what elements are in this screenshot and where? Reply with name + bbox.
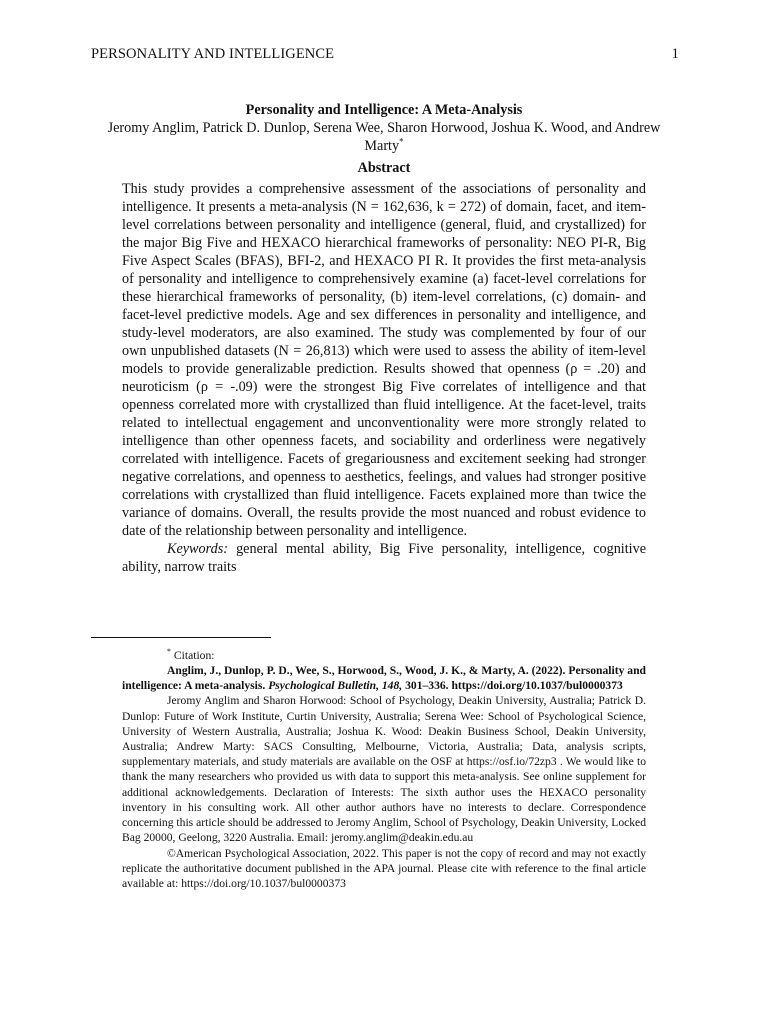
author-list [100, 119, 668, 155]
citation-tail: 301–336. https://doi.org/10.1037/bul0000373 [405, 679, 623, 693]
page-number: 1 [671, 46, 679, 62]
running-head-title: PERSONALITY AND INTELLIGENCE [91, 46, 335, 62]
citation-text: Anglim, J., Dunlop, P. D., Wee, S., Horwood, S., Wood, J. K., & Marty, A. (2022). Personality and intelligence: A meta-analysis. [122, 664, 646, 693]
abstract-text: This study provides a comprehensive assessment of the associations of personality and intelligence. It presents a meta-analysis (N = 162,636, k = 272) of domain, facet, and item-level correlations between personality and intelligence (general, fluid, and crystallized) for the major Big Five and HEXACO hierarchical frameworks of personality: NEO PI-R, Big Five Aspect Scales (BFAS), BFI-2, and HEXACO PI R. It provides the first meta-analysis of personality and intelligence to comprehensively examine (a) facet-level correlations for these hierarchical frameworks of personality, (b) item-level correlations, (c) domain- and facet-level predictive models. Age and sex differences in personality and intelligence, and study-level moderators, are also examined. The study was complemented by four of our own unpublished datasets (N = 26,813) which were used to assess the ability of item-level models to provide generalizable prediction. Results showed that openness (ρ = .20) and neuroticism (ρ = -.09) were the strongest Big Five correlates of intelligence and that openness correlated more with crystallized than fluid intelligence. At the facet-level, traits related to intellectual engagement and unconventionality were more strongly related to intelligence than other openness facets, and sociability and orderliness were negatively correlated with intelligence. Facets of gregariousness and excitement seeking had stronger negative correlations, and openness to aesthetics, feelings, and values had stronger positive correlations with crystallized than fluid intelligence. Facets explained more than twice the variance of domains. Overall, the results provide the most nuanced and robust evidence to date of the relationship between personality and intelligence. [122, 181, 646, 539]
footnote-citation-label [122, 644, 646, 663]
author-affiliations: Jeromy Anglim and Sharon Horwood: School of Psychology, Deakin University, Australia; Patrick D. Dunlop: Future of Work Institute, Curtin University, Australia; Serena Wee: School of Psychological Science, University of Western Australia, Australia; Joshua K. Wood: Deakin Business School, Deakin University, Australia; Andrew Marty: SACS Consulting, Melbourne, Victoria, Australia; Data, analysis scripts, supplementary materials, and study materials are available on the OSF at https://osf.io/72zp3 . We would like to thank the many researchers who provided us with data to support this meta-analysis. See online supplement for additional acknowledgements. Declaration of Interests: The sixth author uses the HEXACO personality inventory in his consulting work. All other author authors have no interests to declare. Correspondence concerning this article should be addressed to Jeromy Anglim, School of Psychology, Deakin University, Locked Bag 20000, Geelong, 3220 Australia. Email: jeromy.anglim@deakin.edu.au [122, 694, 646, 845]
abstract-body [122, 180, 646, 576]
abstract-heading: Abstract [357, 160, 411, 176]
footnote [122, 644, 646, 891]
copyright-notice: ©American Psychological Association, 2022. This paper is not the copy of record and may not exactly replicate the authoritative document published in the APA journal. Please cite with reference to the final article available at: https://doi.org/10.1037/bul0000373 [122, 846, 646, 890]
citation-label: Citation: [173, 648, 215, 662]
citation-journal: Psychological Bulletin, 148, [268, 679, 403, 693]
author-footnote-marker: * [399, 136, 404, 147]
citation-reference [122, 663, 646, 693]
keywords-text: general mental ability, Big Five personality, intelligence, cognitive ability, narrow traits [122, 541, 647, 575]
keywords-label: Keywords: [167, 541, 228, 557]
footnote-marker: * [167, 647, 171, 656]
footnote-separator [91, 637, 271, 638]
title-block [100, 101, 668, 177]
running-head [91, 46, 679, 63]
keywords-line [122, 540, 646, 576]
author-names: Jeromy Anglim, Patrick D. Dunlop, Serena Wee, Sharon Horwood, Joshua K. Wood, and Andrew Marty [107, 120, 661, 154]
paper-title: Personality and Intelligence: A Meta-Analysis [245, 102, 523, 118]
